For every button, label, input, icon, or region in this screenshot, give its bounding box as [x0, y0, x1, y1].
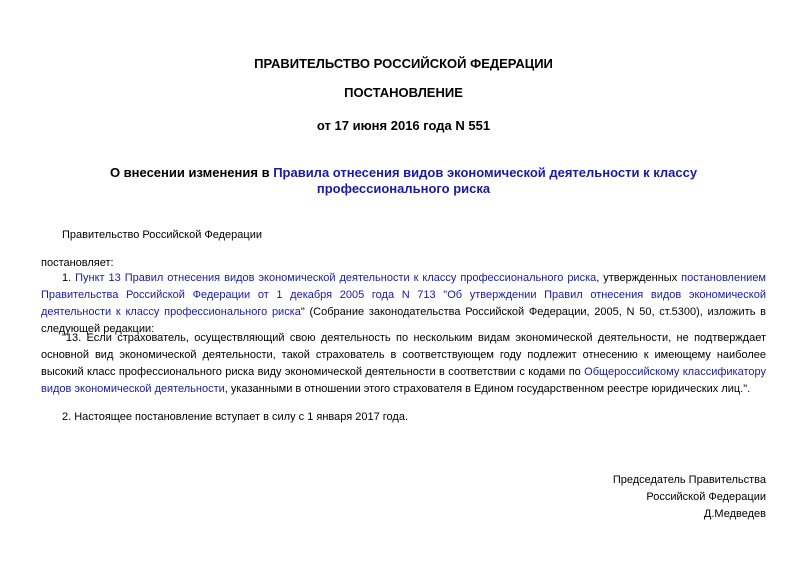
issuing-organization: ПРАВИТЕЛЬСТВО РОССИЙСКОЙ ФЕДЕРАЦИИ — [254, 56, 553, 71]
paragraph-2: 2. Настоящее постановление вступает в силу с 1 января 2017 года. — [62, 411, 409, 423]
document-date-number: от 17 июня 2016 года N 551 — [316, 118, 491, 133]
title-rules-link[interactable]: Правила отнесения видов экономической деятельности к классу профессионального риска — [273, 165, 698, 196]
signatory-name: Д.Медведев — [703, 508, 766, 520]
quoted-paragraph-13 — [41, 330, 766, 398]
paragraph-1-mid: , утвержденных — [596, 272, 682, 284]
document-type: ПОСТАНОВЛЕНИЕ — [344, 85, 463, 100]
paragraph-1 — [41, 270, 766, 338]
quote-text-end: , указанными в отношении этого страхователя в Едином государственном реестре юридических лиц.". — [224, 383, 751, 395]
government-line: Правительство Российской Федерации — [62, 229, 262, 241]
title-prefix: О внесении изменения в — [109, 165, 274, 180]
okved-classifier-link[interactable]: Общероссийскому классификатору видов экономической деятельности — [41, 366, 766, 395]
resolution-713-link[interactable]: постановлением Правительства Российской Федерации от 1 декабря 2005 года N 713 "Об утверждении Правил отнесения видов экономической деятельности к классу профессионального риска — [41, 272, 766, 318]
signature-position-2: Российской Федерации — [646, 491, 766, 503]
document-title — [90, 165, 717, 197]
signature-position: Председатель Правительства — [612, 474, 766, 486]
decides-line: постановляет: — [41, 257, 114, 269]
paragraph-1-tail: " (Собрание законодательства Российской Федерации, 2005, N 50, ст.5300), изложить в следующей редакции: — [41, 306, 767, 335]
point-13-link[interactable]: Пункт 13 Правил отнесения видов экономической деятельности к классу профессионального риска — [75, 272, 597, 284]
paragraph-1-number: 1. — [62, 272, 76, 284]
quote-text-start: "13. Если страхователь, осуществляющий свою деятельность по нескольким видам экономической деятельности, не подтверждает основной вид экономической деятельности, такой страхователь в соответствующем году подлежит отнесению к имеющему наиболее высокий класс профессионального риска виду экономической деятельности в соответствии с кодами по — [41, 332, 766, 378]
